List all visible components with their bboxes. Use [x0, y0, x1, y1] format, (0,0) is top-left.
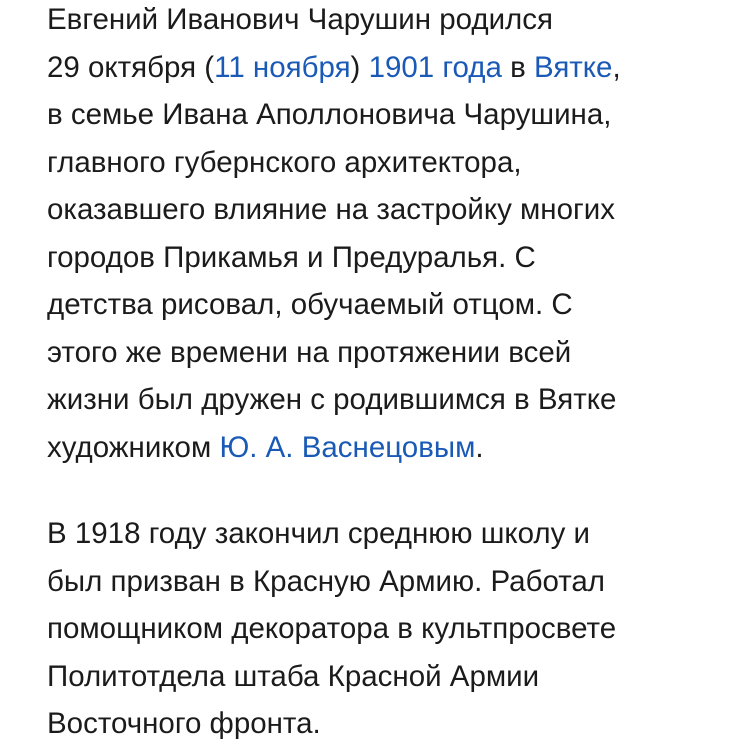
- text-line: Восточного фронта.: [47, 707, 321, 740]
- link-vyatka[interactable]: Вятке: [533, 50, 613, 84]
- text-line: Политотдела штаба Красной Армии: [47, 659, 540, 693]
- text-fragment: ): [350, 50, 369, 84]
- text-line: оказавшего влияние на застройку многих: [47, 193, 615, 226]
- text-line: помощником декоратора в культпросвете: [47, 612, 617, 645]
- text-line: этого же времени на протяжении всей: [47, 335, 572, 369]
- text-fragment: .: [475, 430, 484, 464]
- link-vasnetsov[interactable]: Ю. А. Васнецовым: [219, 430, 476, 464]
- text-line: главного губернского архитектора,: [47, 145, 522, 179]
- text-line: был призван в Красную Армию. Работал: [47, 564, 606, 598]
- text-fragment: в: [501, 50, 534, 84]
- biography-paragraph-2: [47, 510, 727, 748]
- text-line: Евгений Иванович Чарушин родился: [47, 3, 553, 36]
- text-line: городов Прикамья и Предуралья. С: [47, 240, 536, 274]
- text-line: детства рисовал, обучаемый отцом. С: [47, 288, 573, 321]
- link-year-1901[interactable]: 1901 года: [368, 50, 502, 84]
- text-fragment: художником: [47, 430, 220, 464]
- text-line: жизни был дружен с родившимся в Вятке: [47, 383, 617, 416]
- text-line: В 1918 году закончил среднюю школу и: [47, 517, 591, 550]
- link-date-11-november[interactable]: 11 ноября: [214, 50, 351, 84]
- text-line: в семье Ивана Аполлоновича Чарушина,: [47, 98, 612, 131]
- text-line: [47, 44, 727, 92]
- biography-paragraph: [47, 0, 727, 471]
- text-fragment: 29 октября (: [47, 50, 215, 84]
- text-fragment: ,: [612, 50, 621, 84]
- text-line: [47, 424, 727, 472]
